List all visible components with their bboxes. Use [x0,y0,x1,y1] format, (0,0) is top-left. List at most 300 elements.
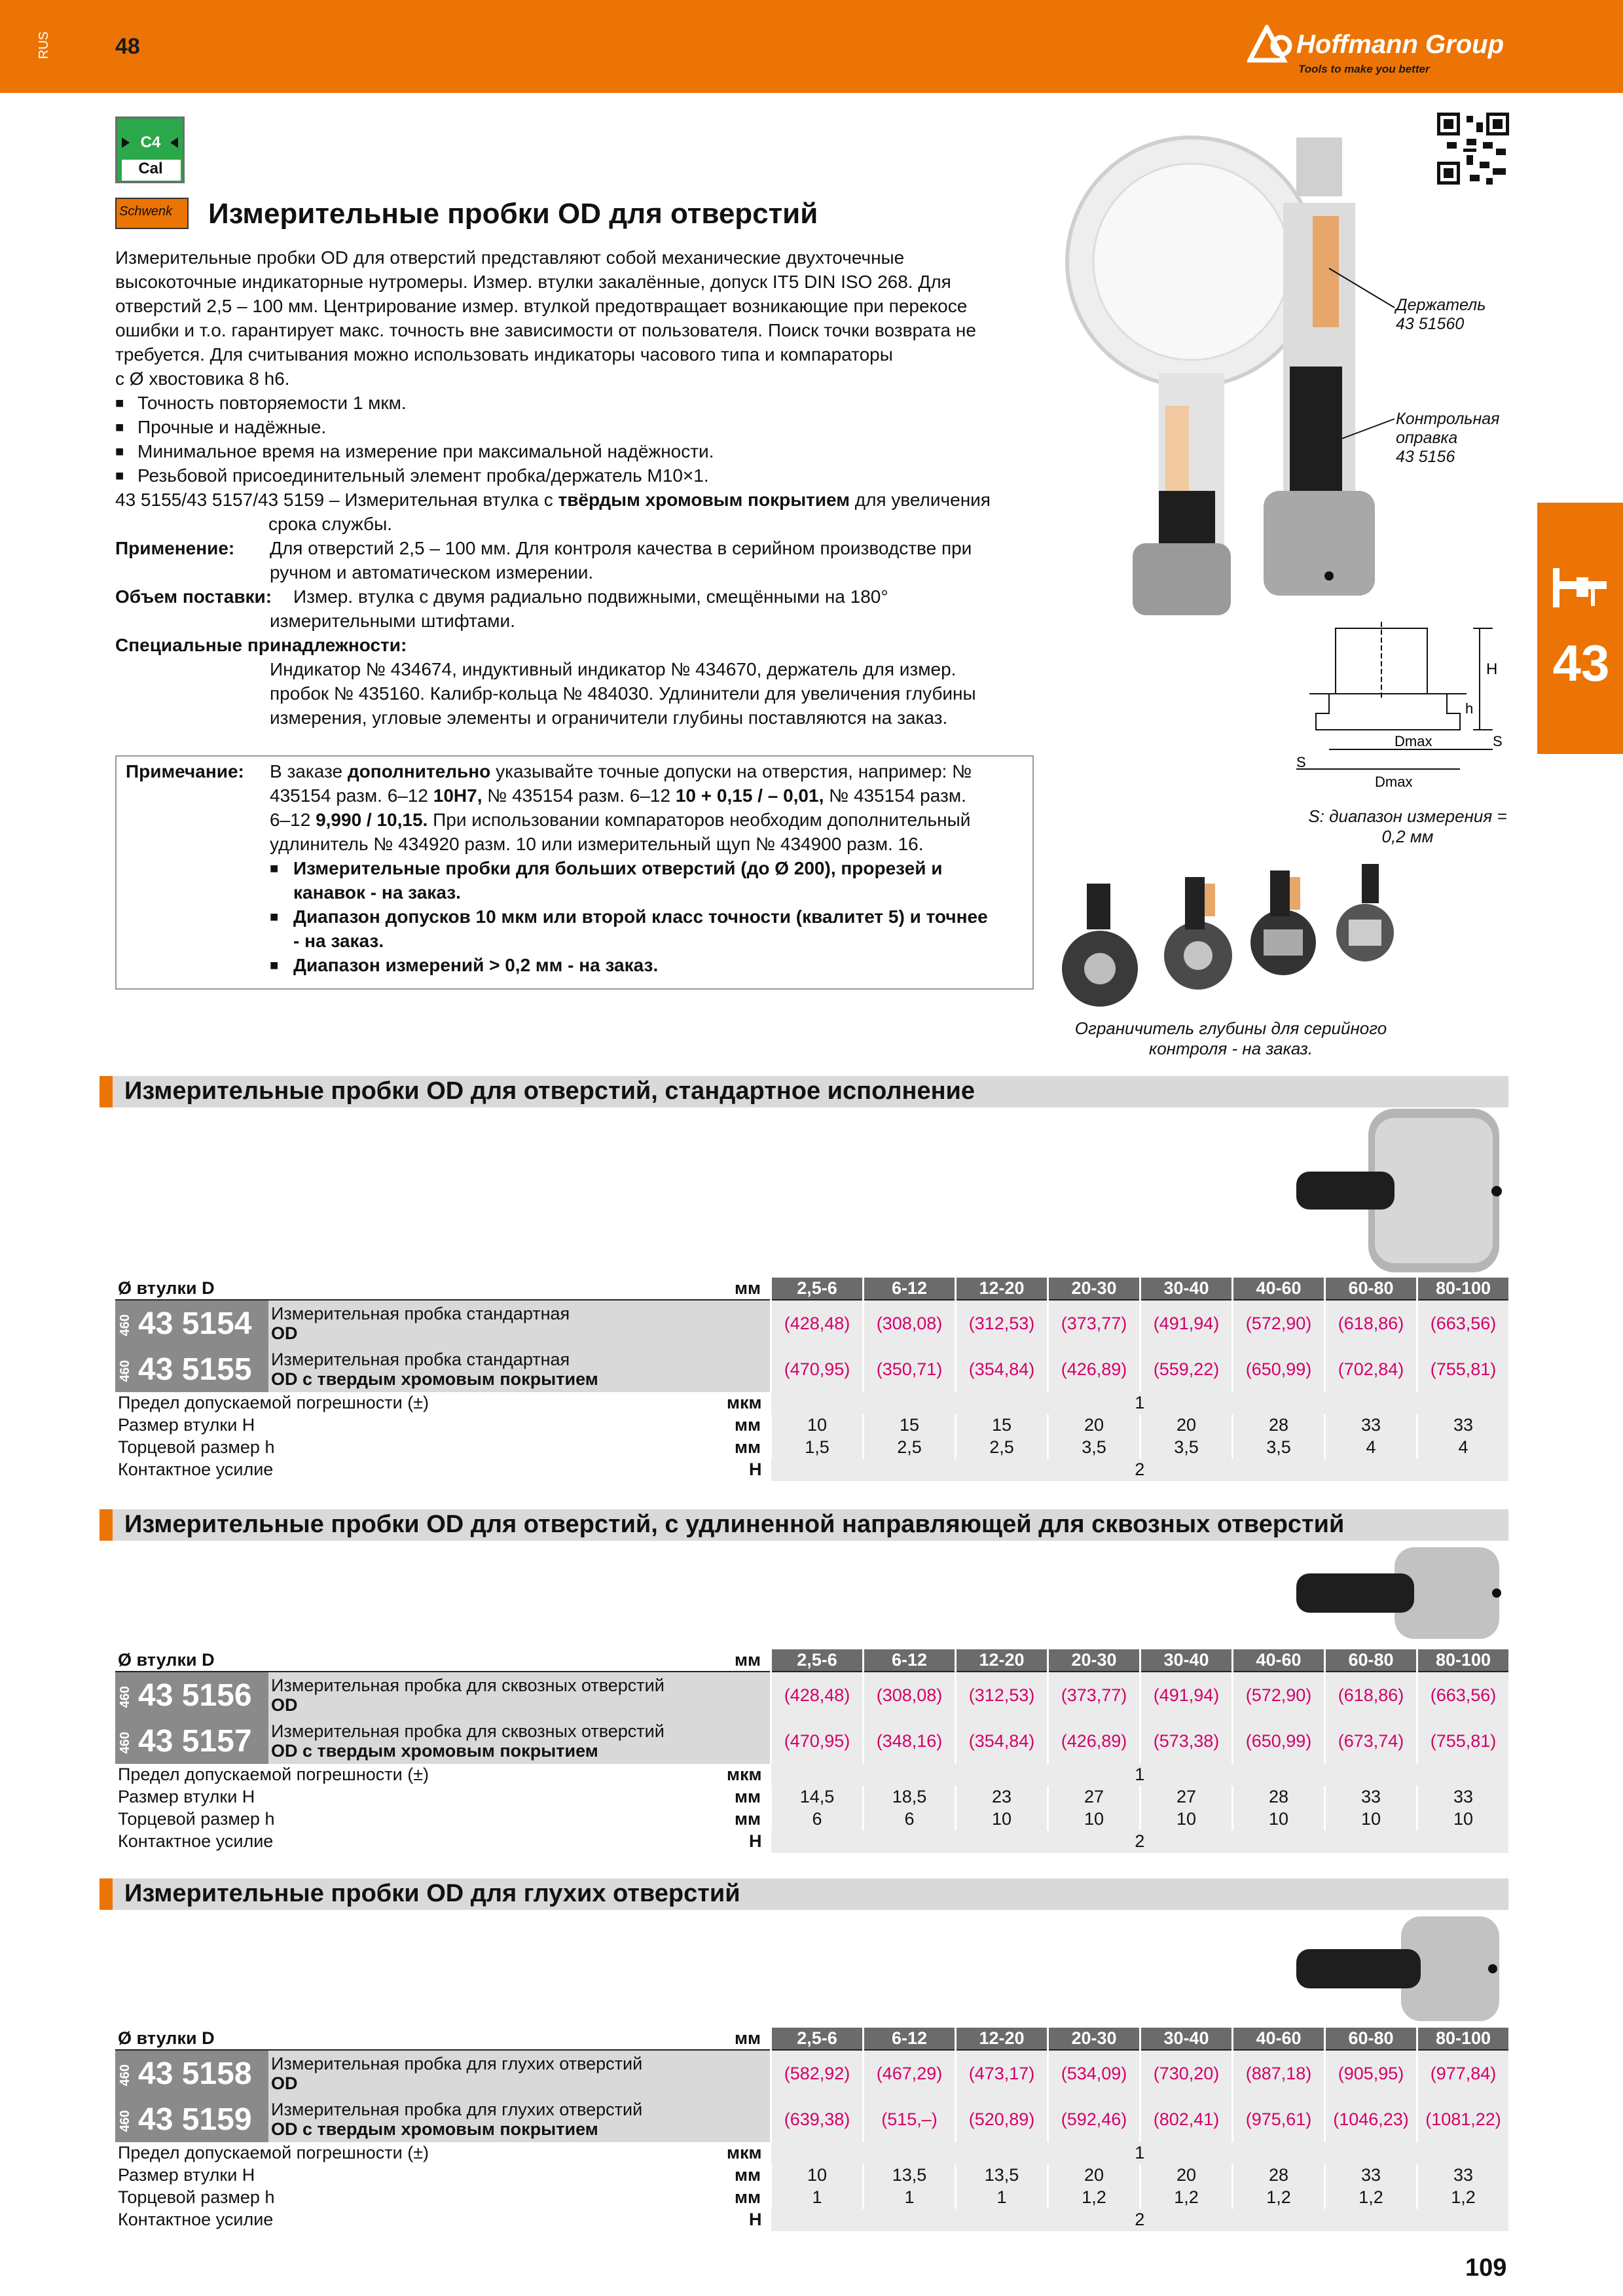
unit-spacer [693,1672,771,1718]
price-cell: (618,86) [1325,1300,1417,1346]
price-cell: (592,46) [1048,2096,1140,2142]
article-description [268,1718,693,1764]
price-cell: (470,95) [771,1346,864,1392]
unit-label: мм [693,2028,771,2050]
end-size-value: 1,2 [1233,2187,1325,2209]
article-code: 43 5158 [138,2056,252,2091]
unit-label: мм [735,1787,761,1806]
depth-stop-photo [1054,864,1408,1014]
end-size-value: 1 [771,2187,864,2209]
bushing-size-value: 33 [1325,1414,1417,1437]
article-desc-line: Измерительная пробка для глухих отверстий [271,2054,643,2073]
article-desc-line: Измерительная пробка для глухих отверстий [271,2100,643,2119]
end-size-value: 1 [864,2187,956,2209]
article-number[interactable] [115,2050,268,2096]
size-header: 40-60 [1233,2028,1325,2050]
unit-spacer [693,2050,771,2096]
price-cell: (1046,23) [1325,2096,1417,2142]
end-size-value: 1,2 [1140,2187,1233,2209]
end-size-value: 1,5 [771,1437,864,1459]
bushing-size-value: 33 [1417,1414,1509,1437]
unit-label: мм [735,2165,761,2185]
callout-lines [1303,255,1401,452]
end-size-value: 6 [864,1808,956,1831]
chrome-note-bold: твёрдым хромовым покрытием [558,490,850,510]
bushing-size-row [115,1786,1508,1808]
bushing-size-row [115,2164,1508,2187]
unit-label: мм [693,1278,771,1300]
note-text: 6–12 [270,810,316,830]
tolerance-value: 1 [771,2142,1509,2164]
note-text: указывайте точные допуски на отверстия, например: № [490,761,972,781]
price-cell: (312,53) [956,1672,1048,1718]
delivery-text-2: измерительными штифтами. [270,611,515,631]
feature-bullet: ■ Минимальное время на измерение при максимальной надёжности. [115,439,1032,463]
price-cell: (572,90) [1233,1672,1325,1718]
article-row[interactable] [115,2050,1508,2096]
article-desc-line: OD с твердым хромовым покрытием [271,1741,598,1761]
depth-caption [1048,1018,1414,1059]
delivery-row [115,584,1032,609]
price-cell: (887,18) [1233,2050,1325,2096]
intro-line: отверстий 2,5 – 100 мм. Центрирование измер. втулкой предотвращает возникающие при перекосе [115,296,968,316]
price-cell: (348,16) [864,1718,956,1764]
tolerance-row [115,1764,1508,1786]
end-size-value: 10 [1140,1808,1233,1831]
size-header: 6-12 [864,1649,956,1672]
price-cell: (1081,22) [1417,2096,1509,2142]
dim-Dmax: Dmax [1395,733,1432,749]
unit-spacer [693,1346,771,1392]
holder-label-text: Держатель [1396,296,1486,314]
article-prefix: 460 [118,1360,132,1382]
price-cell: (428,48) [771,1300,864,1346]
bushing-size-value: 10 [771,2164,864,2187]
note-bullet-cont: - на заказ. [293,931,384,951]
bushing-size-label: Размер втулки H [115,1414,693,1437]
feature-bullet: ■ Резьбовой присоединительный элемент пробка/держатель M10×1. [115,463,1032,488]
article-code: 43 5155 [138,1352,252,1387]
unit-label: мм [735,2187,761,2207]
note-bold: 10H7, [433,785,483,806]
note-line-3 [126,808,1029,832]
price-cell: (977,84) [1417,2050,1509,2096]
article-desc-line: OD с твердым хромовым покрытием [271,1369,598,1389]
bushing-size-value: 20 [1048,1414,1140,1437]
accessories-line: пробок № 435160. Калибр-кольца № 484030. Удлинители для увеличения глубины [270,683,976,704]
end-size-value: 1 [956,2187,1048,2209]
bushing-size-value: 15 [864,1414,956,1437]
brand-tagline: Tools to make you better [1298,63,1430,75]
unit-label: мм [693,1649,771,1672]
bushing-size-value: 33 [1417,2164,1509,2187]
price-cell: (663,56) [1417,1300,1509,1346]
price-cell: (491,94) [1140,1672,1233,1718]
application-text: Для отверстий 2,5 – 100 мм. Для контроля качества в серийном производстве при [270,538,972,558]
price-cell: (650,99) [1233,1718,1325,1764]
mandrel-label-text: Контрольная [1396,410,1500,428]
unit-label: мм [735,1437,761,1457]
bushing-size-value: 20 [1140,1414,1233,1437]
badge-cal: Cal [138,160,163,177]
contact-force-value: 2 [771,1831,1509,1853]
note-text: № 435154 разм. 6–12 [482,785,676,806]
bushing-size-value: 10 [771,1414,864,1437]
price-cell: (491,94) [1140,1300,1233,1346]
price-cell: (373,77) [1048,1672,1140,1718]
price-cell: (426,89) [1048,1346,1140,1392]
price-cell: (426,89) [1048,1718,1140,1764]
contact-force-value: 2 [771,2209,1509,2231]
price-cell: (802,41) [1140,2096,1233,2142]
section-accent [100,1878,113,1910]
price-cell: (559,22) [1140,1346,1233,1392]
tolerance-value: 1 [771,1392,1509,1414]
size-header: 80-100 [1417,1649,1509,1672]
end-size-value: 3,5 [1048,1437,1140,1459]
chrome-note [115,488,1032,512]
feature-bullet: ■ Прочные и надёжные. [115,415,1032,439]
size-header: 12-20 [956,2028,1048,2050]
article-row[interactable] [115,2096,1508,2142]
page-folio: 109 [1465,2254,1507,2282]
price-cell: (308,08) [864,1672,956,1718]
note-bold: 10 + 0,15 / – 0,01, [675,785,824,806]
size-header: 80-100 [1417,1278,1509,1300]
contact-force-value: 2 [771,1459,1509,1481]
note-bullet: ■ Диапазон измерений > 0,2 мм - на заказ. [270,955,659,975]
price-cell: (639,38) [771,2096,864,2142]
section-title: Измерительные пробки OD для глухих отверстий [124,1880,740,1907]
size-header: 6-12 [864,1278,956,1300]
note-bold: дополнительно [347,761,491,781]
price-cell: (673,74) [1325,1718,1417,1764]
article-row[interactable] [115,1672,1508,1718]
end-size-row [115,2187,1508,2209]
note-text: 435154 разм. 6–12 [270,785,433,806]
badge-code: C4 [140,134,161,151]
feature-bullet: ■ Точность повторяемости 1 мкм. [115,391,1032,415]
end-size-value: 2,5 [864,1437,956,1459]
bushing-size-value: 14,5 [771,1786,864,1808]
end-size-value: 3,5 [1140,1437,1233,1459]
article-number[interactable] [115,1672,268,1718]
article-code: 43 5154 [138,1306,252,1341]
price-cell: (755,81) [1417,1346,1509,1392]
price-cell: (354,84) [956,1346,1048,1392]
bushing-size-value: 28 [1233,2164,1325,2187]
size-header: 30-40 [1140,1278,1233,1300]
article-code: 43 5157 [138,1723,252,1759]
delivery-text: Измер. втулка с двумя радиально подвижными, смещёнными на 180° [293,586,888,607]
section-accent [100,1509,113,1541]
unit-label: Н [749,2210,762,2229]
size-header: 60-80 [1325,1278,1417,1300]
end-size-value: 4 [1417,1437,1509,1459]
article-desc-line: OD с твердым хромовым покрытием [271,2119,598,2139]
bushing-size-value: 20 [1140,2164,1233,2187]
dimension-drawing [1296,615,1519,798]
end-size-value: 2,5 [956,1437,1048,1459]
bushing-diameter-label: Ø втулки D [115,2028,693,2050]
end-size-value: 10 [1048,1808,1140,1831]
price-cell: (515,–) [864,2096,956,2142]
article-number[interactable] [115,1346,268,1392]
gauge-through-photo [1283,1547,1506,1639]
article-description [268,1346,693,1392]
chapter-tab[interactable] [1537,503,1623,754]
size-header: 2,5-6 [771,2028,864,2050]
note-text: При использовании компараторов необходим дополнительный [428,810,971,830]
size-header: 30-40 [1140,1649,1233,1672]
contact-force-label: Контактное усилие [115,1831,693,1853]
unit-label: мкм [727,1393,762,1413]
bushing-size-value: 20 [1048,2164,1140,2187]
note-bullet-text: Измерительные пробки для больших отверстий (до Ø 200), прорезей и [293,858,943,878]
size-header: 40-60 [1233,1278,1325,1300]
contact-force-label: Контактное усилие [115,1459,693,1481]
end-size-value: 1,2 [1048,2187,1140,2209]
table-through [115,1649,1508,1853]
note-text: В заказе [270,761,348,781]
end-size-row [115,1808,1508,1831]
range-caption [1296,806,1519,847]
end-size-value: 6 [771,1808,864,1831]
chrome-note-prefix: 43 5155/43 5157/43 5159 – Измерительная втулка с [115,490,558,510]
size-header: 20-30 [1048,1649,1140,1672]
end-size-value: 3,5 [1233,1437,1325,1459]
size-header: 6-12 [864,2028,956,2050]
end-size-row [115,1437,1508,1459]
bushing-size-value: 18,5 [864,1786,956,1808]
catalog-page-number: 48 [115,34,140,59]
price-cell: (312,53) [956,1300,1048,1346]
table-standard [115,1278,1508,1481]
end-size-label: Торцевой размер h [115,2187,693,2209]
dim-S: S [1296,754,1306,770]
article-description [268,1300,693,1346]
hoffmann-logo-icon [1247,25,1293,63]
end-size-label: Торцевой размер h [115,1437,693,1459]
bushing-size-value: 28 [1233,1786,1325,1808]
size-header: 60-80 [1325,2028,1417,2050]
range-caption-line: S: диапазон измерения = [1308,806,1507,826]
brand-name: Hoffmann Group [1296,30,1504,59]
article-prefix: 460 [118,1732,132,1754]
price-cell: (354,84) [956,1718,1048,1764]
end-size-value: 10 [1233,1808,1325,1831]
depth-caption-line: контроля - на заказ. [1148,1039,1313,1058]
article-description [268,2050,693,2096]
article-prefix: 460 [118,1314,132,1336]
unit-label: мкм [727,2143,762,2163]
size-header: 2,5-6 [771,1649,864,1672]
note-bullet-text: Диапазон измерений > 0,2 мм - на заказ. [293,955,659,975]
intro-line: высокоточные индикаторные нутромеры. Измер. втулки закалённые, допуск IT5 DIN ISO 268. Для [115,272,951,292]
note-content [126,759,1029,977]
qr-code-icon[interactable] [1437,113,1509,185]
note-line-2 [126,783,1029,808]
note-label: Примечание: [126,761,244,781]
bushing-size-value: 27 [1140,1786,1233,1808]
unit-label: мм [735,1415,761,1435]
contact-force-row [115,1831,1508,1853]
price-cell: (730,20) [1140,2050,1233,2096]
gauge-standard-photo [1283,1109,1506,1272]
contact-force-label: Контактное усилие [115,2209,693,2231]
bushing-size-label: Размер втулки H [115,2164,693,2187]
delivery-label: Объем поставки: [115,586,272,607]
size-header: 20-30 [1048,2028,1140,2050]
article-desc-line: Измерительная пробка для сквозных отверстий [271,1676,665,1695]
size-header: 80-100 [1417,2028,1509,2050]
price-cell: (582,92) [771,2050,864,2096]
contact-force-row [115,1459,1508,1481]
size-header: 60-80 [1325,1649,1417,1672]
chrome-note-suffix: для увеличения [849,490,991,510]
article-description [268,1672,693,1718]
end-size-label: Торцевой размер h [115,1808,693,1831]
mandrel-label-code: 43 5156 [1396,448,1455,466]
price-cell: (975,61) [1233,2096,1325,2142]
note-bullet: ■ Диапазон допусков 10 мкм или второй класс точности (квалитет 5) и точнее [270,906,988,927]
price-cell: (373,77) [1048,1300,1140,1346]
bushing-size-row [115,1414,1508,1437]
chapter-number: 43 [1552,634,1610,692]
note-text: № 435154 разм. [824,785,966,806]
unit-spacer [693,1718,771,1764]
price-cell: (572,90) [1233,1300,1325,1346]
bushing-size-value: 33 [1417,1786,1509,1808]
article-row[interactable] [115,1300,1508,1346]
end-size-value: 10 [1417,1808,1509,1831]
chrome-note-line2: срока службы. [268,514,392,534]
unit-label: Н [749,1831,762,1851]
size-header: 12-20 [956,1278,1048,1300]
note-bullet-cont: канавок - на заказ. [293,882,461,903]
size-header: 12-20 [956,1649,1048,1672]
price-cell: (350,71) [864,1346,956,1392]
article-row[interactable] [115,1718,1508,1764]
dim-Dmax: Dmax [1375,774,1413,790]
size-header: 40-60 [1233,1649,1325,1672]
section-title: Измерительные пробки OD для отверстий, с удлиненной направляющей для сквозных отверстий [124,1511,1345,1538]
holder-label-code: 43 51560 [1396,315,1465,333]
contact-force-row [115,2209,1508,2231]
price-cell: (618,86) [1325,1672,1417,1718]
article-code: 43 5159 [138,2102,252,2137]
dim-H: H [1486,660,1498,678]
article-desc-line: Измерительная пробка стандартная [271,1304,570,1323]
intro-line: ошибки и т.о. гарантирует макс. точность вне зависимости от пользователя. Поиск точки возврата не [115,320,976,340]
mandrel-label-text: оправка [1396,429,1458,447]
depth-caption-line: Ограничитель глубины для серийного [1074,1018,1387,1038]
article-desc-line: OD [271,1323,298,1343]
article-desc-line: Измерительная пробка для сквозных отверстий [271,1721,665,1741]
intro-line: требуется. Для считывания можно использовать индикаторы часового типа и компараторы [115,344,893,365]
tolerance-label: Предел допускаемой погрешности (±) [115,2142,693,2164]
article-number[interactable] [115,1718,268,1764]
language-code: RUS [37,31,51,60]
section-title: Измерительные пробки OD для отверстий, стандартное исполнение [124,1077,976,1105]
application-text-2: ручном и автоматическом измерении. [270,562,594,583]
price-cell: (308,08) [864,1300,956,1346]
end-size-value: 1,2 [1325,2187,1417,2209]
note-bullet: ■ Измерительные пробки для больших отверстий (до Ø 200), прорезей и [270,858,943,878]
table-header-row [115,1278,1508,1300]
application-label: Применение: [115,538,235,558]
size-header: 30-40 [1140,2028,1233,2050]
range-caption-line: 0,2 мм [1381,827,1434,846]
accessories-line: измерения, угловые элементы и ограничители глубины поставляются на заказ. [270,708,948,728]
tolerance-value: 1 [771,1764,1509,1786]
article-row[interactable] [115,1346,1508,1392]
unit-spacer [693,1300,771,1346]
table-header-row [115,2028,1508,2050]
note-bullet-text: Диапазон допусков 10 мкм или второй класс точности (квалитет 5) и точнее [293,906,988,927]
price-cell: (650,99) [1233,1346,1325,1392]
application-row [115,536,1032,560]
table-header-row [115,1649,1508,1672]
dim-h: h [1465,700,1474,717]
price-cell: (520,89) [956,2096,1048,2142]
table-blind [115,2028,1508,2231]
price-cell: (470,95) [771,1718,864,1764]
tolerance-row [115,1392,1508,1414]
unit-label: мкм [727,1765,762,1785]
bushing-size-value: 27 [1048,1786,1140,1808]
bushing-size-value: 33 [1325,2164,1417,2187]
end-size-value: 10 [1325,1808,1417,1831]
price-cell: (755,81) [1417,1718,1509,1764]
article-description [268,2096,693,2142]
bushing-size-value: 15 [956,1414,1048,1437]
article-desc-line: OD [271,2073,298,2093]
schwenk-logo-text: Schwenk [119,204,173,219]
intro-line: Измерительные пробки OD для отверстий представляют собой механические двухточечные [115,247,905,268]
article-prefix: 460 [118,2110,132,2132]
price-cell: (573,38) [1140,1718,1233,1764]
tolerance-row [115,2142,1508,2164]
article-prefix: 460 [118,2064,132,2087]
article-number[interactable] [115,2096,268,2142]
bushing-size-value: 28 [1233,1414,1325,1437]
end-size-value: 10 [956,1808,1048,1831]
article-number[interactable] [115,1300,268,1346]
article-prefix: 460 [118,1686,132,1708]
article-code: 43 5156 [138,1677,252,1713]
bushing-size-label: Размер втулки H [115,1786,693,1808]
intro-line: с Ø хвостовика 8 h6. [115,368,290,389]
intro-text [115,245,1032,730]
mandrel-label [1396,410,1499,467]
section-accent [100,1076,113,1107]
end-size-value: 1,2 [1417,2187,1509,2209]
bushing-size-value: 13,5 [864,2164,956,2187]
tolerance-label: Предел допускаемой погрешности (±) [115,1392,693,1414]
article-desc-line: OD [271,1695,298,1715]
tolerance-label: Предел допускаемой погрешности (±) [115,1764,693,1786]
article-desc-line: Измерительная пробка стандартная [271,1350,570,1369]
end-size-value: 4 [1325,1437,1417,1459]
note-line-4: удлинитель № 434920 разм. 10 или измерительный щуп № 434900 разм. 16. [270,834,924,854]
price-cell: (702,84) [1325,1346,1417,1392]
accessories-label: Специальные принадлежности: [115,635,407,655]
unit-label: Н [749,1460,762,1479]
price-cell: (467,29) [864,2050,956,2096]
size-header: 20-30 [1048,1278,1140,1300]
note-bold: 9,990 / 10,15. [316,810,428,830]
